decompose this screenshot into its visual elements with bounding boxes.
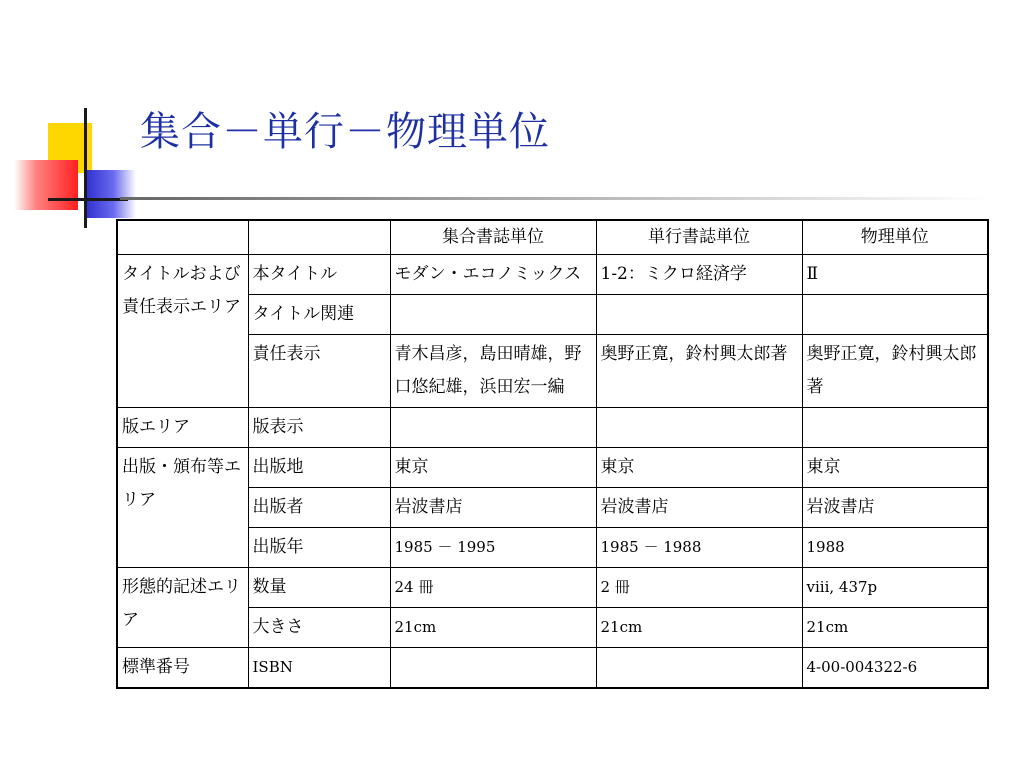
field-cell: 責任表示 bbox=[248, 335, 390, 408]
single-cell bbox=[596, 648, 802, 689]
single-cell: 岩波書店 bbox=[596, 488, 802, 528]
physical-cell: 4-00-004322-6 bbox=[802, 648, 988, 689]
collection-cell: 青木昌彦，島田晴雄，野口悠紀雄，浜田宏一編 bbox=[390, 335, 596, 408]
table-row bbox=[117, 295, 988, 335]
collection-cell bbox=[390, 295, 596, 335]
physical-cell: viii, 437p bbox=[802, 568, 988, 608]
collection-cell: 1985 － 1995 bbox=[390, 528, 596, 568]
single-cell: 1985 － 1988 bbox=[596, 528, 802, 568]
physical-cell: 岩波書店 bbox=[802, 488, 988, 528]
table-header-row bbox=[117, 220, 988, 255]
table-row bbox=[117, 568, 988, 608]
single-cell: 奥野正寛，鈴村興太郎著 bbox=[596, 335, 802, 408]
header-physical-unit: 物理単位 bbox=[802, 220, 988, 255]
physical-cell bbox=[802, 408, 988, 448]
physical-cell: 奥野正寛，鈴村興太郎著 bbox=[802, 335, 988, 408]
single-cell: 東京 bbox=[596, 448, 802, 488]
field-cell: 版表示 bbox=[248, 408, 390, 448]
single-cell bbox=[596, 408, 802, 448]
table-row bbox=[117, 528, 988, 568]
table-row bbox=[117, 255, 988, 295]
physical-cell: Ⅱ bbox=[802, 255, 988, 295]
single-cell: 1-2：ミクロ経済学 bbox=[596, 255, 802, 295]
table-row bbox=[117, 448, 988, 488]
collection-cell: 24 冊 bbox=[390, 568, 596, 608]
table-row bbox=[117, 488, 988, 528]
table-row bbox=[117, 408, 988, 448]
area-standard-number: 標準番号 bbox=[117, 648, 248, 689]
bibliographic-units-table bbox=[116, 219, 989, 689]
table-row bbox=[117, 648, 988, 689]
collection-cell: モダン・エコノミックス bbox=[390, 255, 596, 295]
physical-cell: 21cm bbox=[802, 608, 988, 648]
field-cell: 出版地 bbox=[248, 448, 390, 488]
decor-horizontal-line bbox=[48, 198, 128, 201]
decor-red-square bbox=[14, 160, 78, 210]
collection-cell: 東京 bbox=[390, 448, 596, 488]
field-cell: 大きさ bbox=[248, 608, 390, 648]
header-cell bbox=[117, 220, 248, 255]
decor-vertical-line bbox=[84, 108, 87, 228]
area-publication: 出版・頒布等エリア bbox=[117, 448, 248, 568]
header-cell bbox=[248, 220, 390, 255]
single-cell: 21cm bbox=[596, 608, 802, 648]
header-collection-unit: 集合書誌単位 bbox=[390, 220, 596, 255]
collection-cell: 岩波書店 bbox=[390, 488, 596, 528]
area-edition: 版エリア bbox=[117, 408, 248, 448]
collection-cell: 21cm bbox=[390, 608, 596, 648]
field-cell: 本タイトル bbox=[248, 255, 390, 295]
collection-cell bbox=[390, 648, 596, 689]
single-cell bbox=[596, 295, 802, 335]
area-title-responsibility: タイトルおよび責任表示エリア bbox=[117, 255, 248, 408]
title-underline bbox=[120, 197, 990, 200]
field-cell: 出版者 bbox=[248, 488, 390, 528]
physical-cell bbox=[802, 295, 988, 335]
table-row bbox=[117, 335, 988, 408]
field-cell: 数量 bbox=[248, 568, 390, 608]
field-cell: 出版年 bbox=[248, 528, 390, 568]
field-cell: タイトル関連 bbox=[248, 295, 390, 335]
decor-blue-square bbox=[86, 170, 136, 218]
physical-cell: 東京 bbox=[802, 448, 988, 488]
field-cell: ISBN bbox=[248, 648, 390, 689]
header-single-unit: 単行書誌単位 bbox=[596, 220, 802, 255]
physical-cell: 1988 bbox=[802, 528, 988, 568]
slide-title: 集合－単行－物理単位 bbox=[140, 109, 550, 155]
table-row bbox=[117, 608, 988, 648]
area-physical-description: 形態的記述エリア bbox=[117, 568, 248, 648]
collection-cell bbox=[390, 408, 596, 448]
single-cell: 2 冊 bbox=[596, 568, 802, 608]
